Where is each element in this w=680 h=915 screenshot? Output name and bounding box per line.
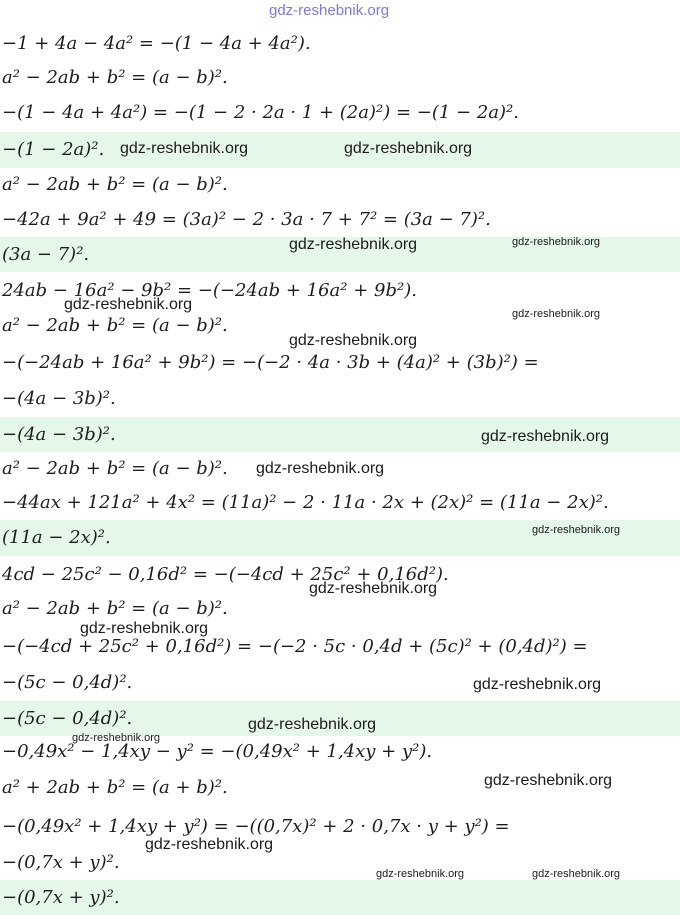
watermark: gdz-reshebnik.org <box>481 428 610 445</box>
math-line: −(−4cd + 25c² + 0,16d²) = −(−2 · 5c · 0,4d + (5c)² + (0,4d)²) = <box>2 636 588 657</box>
watermark: gdz-reshebnik.org <box>269 2 390 19</box>
math-line: a² − 2ab + b² = (a − b)². <box>2 174 228 195</box>
math-line: −(−24ab + 16a² + 9b²) = −(−2 · 4a · 3b + (4a)² + (3b)²) = <box>2 352 539 373</box>
watermark: gdz-reshebnik.org <box>376 868 465 880</box>
watermark: gdz-reshebnik.org <box>64 296 193 313</box>
watermark: gdz-reshebnik.org <box>289 332 418 349</box>
math-line: −1 + 4a − 4a² = −(1 − 4a + 4a²). <box>2 33 311 54</box>
math-line: 24ab − 16a² − 9b² = −(−24ab + 16a² + 9b²). <box>2 280 417 301</box>
watermark: gdz-reshebnik.org <box>145 836 274 853</box>
watermark: gdz-reshebnik.org <box>72 732 161 744</box>
math-line: −(0,49x² + 1,4xy + y²) = −((0,7x)² + 2 · 0,7x · y + y²) = <box>2 816 510 837</box>
math-line: −0,49x² − 1,4xy − y² = −(0,49x² + 1,4xy + y²). <box>2 741 433 762</box>
math-line: a² + 2ab + b² = (a + b)². <box>2 777 228 798</box>
math-line: −42a + 9a² + 49 = (3a)² − 2 · 3a · 7 + 7² = (3a − 7)². <box>2 209 491 230</box>
watermark: gdz-reshebnik.org <box>248 716 377 733</box>
math-line: −(5c − 0,4d)². <box>2 672 133 693</box>
math-line answer-line: −(1 − 2a)². <box>2 139 105 160</box>
watermark: gdz-reshebnik.org <box>344 140 473 157</box>
math-line answer-line: (3a − 7)². <box>2 244 90 265</box>
math-line answer-line: (11a − 2x)². <box>2 527 111 548</box>
watermark: gdz-reshebnik.org <box>512 308 601 320</box>
watermark: gdz-reshebnik.org <box>120 140 249 157</box>
watermark: gdz-reshebnik.org <box>532 524 621 536</box>
math-line answer-line: −(4a − 3b)². <box>2 424 116 445</box>
watermark: gdz-reshebnik.org <box>289 236 418 253</box>
math-line: a² − 2ab + b² = (a − b)². <box>2 315 228 336</box>
math-line: −(4a − 3b)². <box>2 388 116 409</box>
math-line: a² − 2ab + b² = (a − b)². <box>2 458 228 479</box>
watermark: gdz-reshebnik.org <box>512 236 601 248</box>
watermark: gdz-reshebnik.org <box>532 868 621 880</box>
math-line: 4cd − 25c² − 0,16d² = −(−4cd + 25c² + 0,16d²). <box>2 564 449 585</box>
watermark: gdz-reshebnik.org <box>256 460 385 477</box>
math-line: a² − 2ab + b² = (a − b)². <box>2 598 228 619</box>
math-line: −(1 − 4a + 4a²) = −(1 − 2 · 2a · 1 + (2a)²) = −(1 − 2a)². <box>2 102 519 123</box>
math-line answer-line: −(0,7x + y)². <box>2 887 120 908</box>
watermark: gdz-reshebnik.org <box>80 620 209 637</box>
math-line: a² − 2ab + b² = (a − b)². <box>2 67 228 88</box>
math-line: −(0,7x + y)². <box>2 852 120 873</box>
math-line answer-line: −(5c − 0,4d)². <box>2 708 133 729</box>
watermark: gdz-reshebnik.org <box>484 772 613 789</box>
watermark: gdz-reshebnik.org <box>473 676 602 693</box>
watermark: gdz-reshebnik.org <box>309 580 438 597</box>
math-line: −44ax + 121a² + 4x² = (11a)² − 2 · 11a · 2x + (2x)² = (11a − 2x)². <box>2 492 609 513</box>
